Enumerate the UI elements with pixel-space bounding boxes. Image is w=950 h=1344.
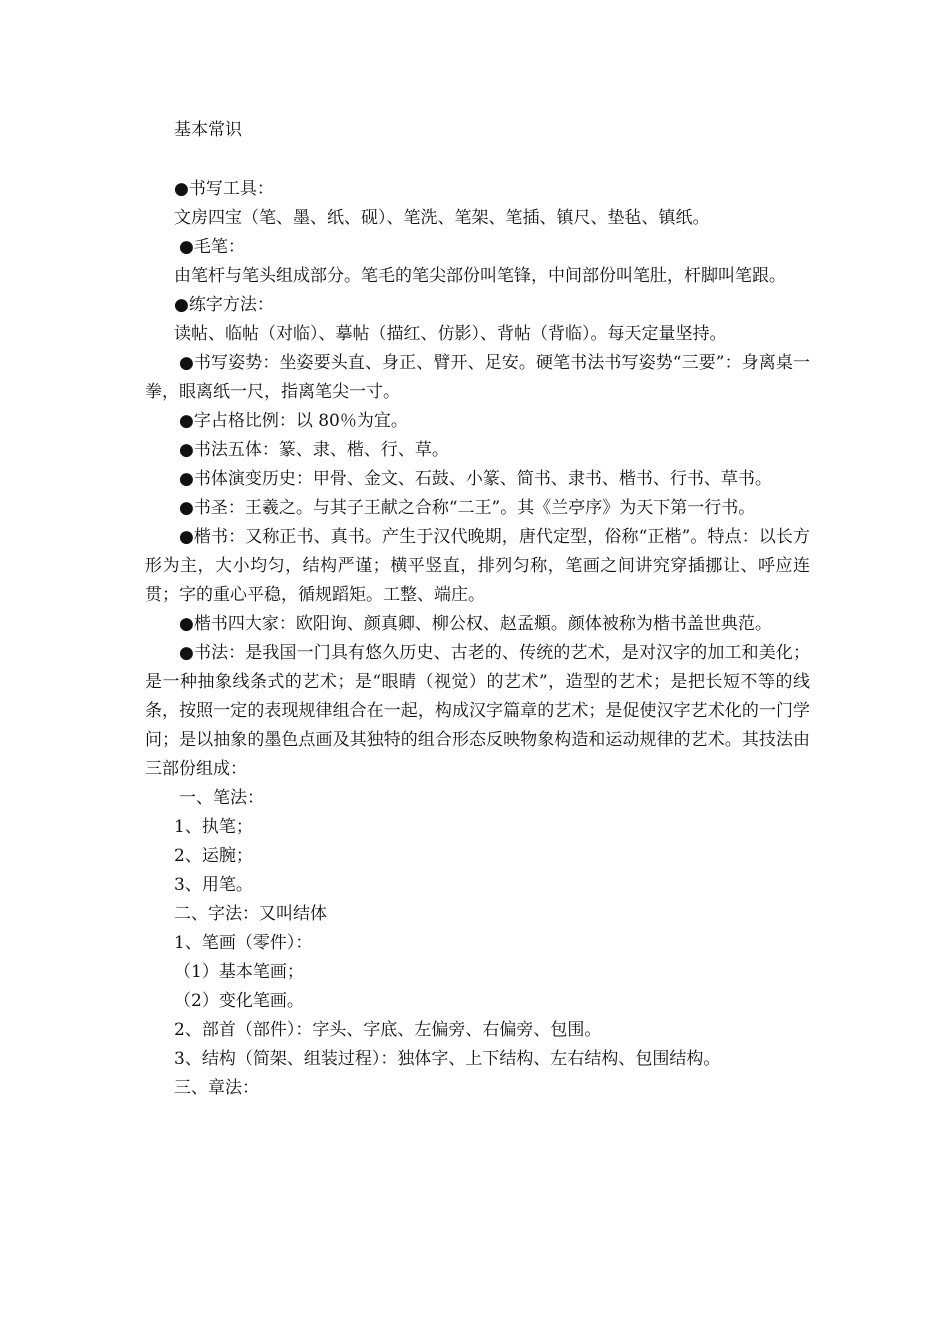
paragraph-practice: 读帖、临帖（对临）、摹帖（描红、仿影）、背帖（背临）。每天定量坚持。 bbox=[174, 324, 727, 344]
paragraph-variant-strokes: （2）变化笔画。 bbox=[174, 991, 304, 1011]
paragraph-kaishu: ●楷书：又称正书、真书。产生于汉代晚期，唐代定型，俗称“正楷”。特点：以长方形为主，大小均匀，结构严谨；横平竖直，排列匀称，笔画之间讲究穿插挪让、呼应连贯；字的重心平稳，循规蹈矩。工整、端庄。 bbox=[145, 527, 810, 605]
paragraph-brush: 由笔杆与笔头组成部分。笔毛的笔尖部份叫笔锋，中间部份叫笔肚，杆脚叫笔跟。 bbox=[174, 266, 786, 286]
paragraph-brush-heading: ●毛笔： bbox=[179, 237, 245, 257]
paragraph-tools-heading: ●书写工具： bbox=[174, 179, 274, 199]
paragraph-calligraphy: ●书法：是我国一门具有悠久历史、古老的、传统的艺术，是对汉字的加工和美化；是一种抽象线条式的艺术；是“眼睛（视觉）的艺术”，造型的艺术；是把长短不等的线条，按照一定的表现规律组合在一起，构成汉字篇章的艺术；是促使汉字艺术化的一门学问；是以抽象的墨色点画及其独特的组合形态反映物象构造和运动规律的艺术。其技法由三部份组成： bbox=[145, 643, 810, 779]
paragraph-posture: ●书写姿势：坐姿要头直、身正、臂开、足安。硬笔书法书写姿势“三要”：身离桌一拳，眼离纸一尺，指离笔尖一寸。 bbox=[145, 353, 810, 402]
paragraph-brush-method: 一、笔法： bbox=[179, 788, 264, 808]
paragraph-sage: ●书圣：王羲之。与其子王献之合称“二王”。其《兰亭序》为天下第一行书。 bbox=[179, 498, 756, 518]
paragraph-four-masters: ●楷书四大家：欧阳询、颜真卿、柳公权、赵孟頫。颜体被称为楷书盖世典范。 bbox=[179, 614, 772, 634]
document-body bbox=[145, 175, 810, 1103]
paragraph-use-brush: 3、用笔。 bbox=[174, 875, 253, 895]
paragraph-character-method: 二、字法：又叫结体 bbox=[174, 904, 327, 924]
paragraph-strokes: 1、笔画（零件）： bbox=[174, 933, 313, 953]
paragraph-ratio: ●字占格比例：以 80％为宜。 bbox=[179, 411, 408, 431]
paragraph-practice-heading: ●练字方法： bbox=[174, 295, 274, 315]
paragraph-basic-strokes: （1）基本笔画； bbox=[174, 962, 304, 982]
paragraph-composition: 三、章法： bbox=[174, 1078, 259, 1098]
paragraph-radicals: 2、部首（部件）：字头、字底、左偏旁、右偏旁、包围。 bbox=[174, 1020, 602, 1040]
paragraph-hold-brush: 1、执笔； bbox=[174, 817, 253, 837]
paragraph-structure: 3、结构（简架、组装过程）：独体字、上下结构、左右结构、包围结构。 bbox=[174, 1049, 721, 1069]
paragraph-tools: 文房四宝（笔、墨、纸、砚）、笔洗、笔架、笔插、镇尺、垫毡、镇纸。 bbox=[174, 208, 710, 228]
paragraph-wrist: 2、运腕； bbox=[174, 846, 253, 866]
paragraph-history: ●书体演变历史：甲骨、金文、石鼓、小篆、简书、隶书、楷书、行书、草书。 bbox=[179, 469, 772, 489]
paragraph-five-styles: ●书法五体：篆、隶、楷、行、草。 bbox=[179, 440, 449, 460]
document-title: 基本常识 bbox=[174, 120, 242, 140]
